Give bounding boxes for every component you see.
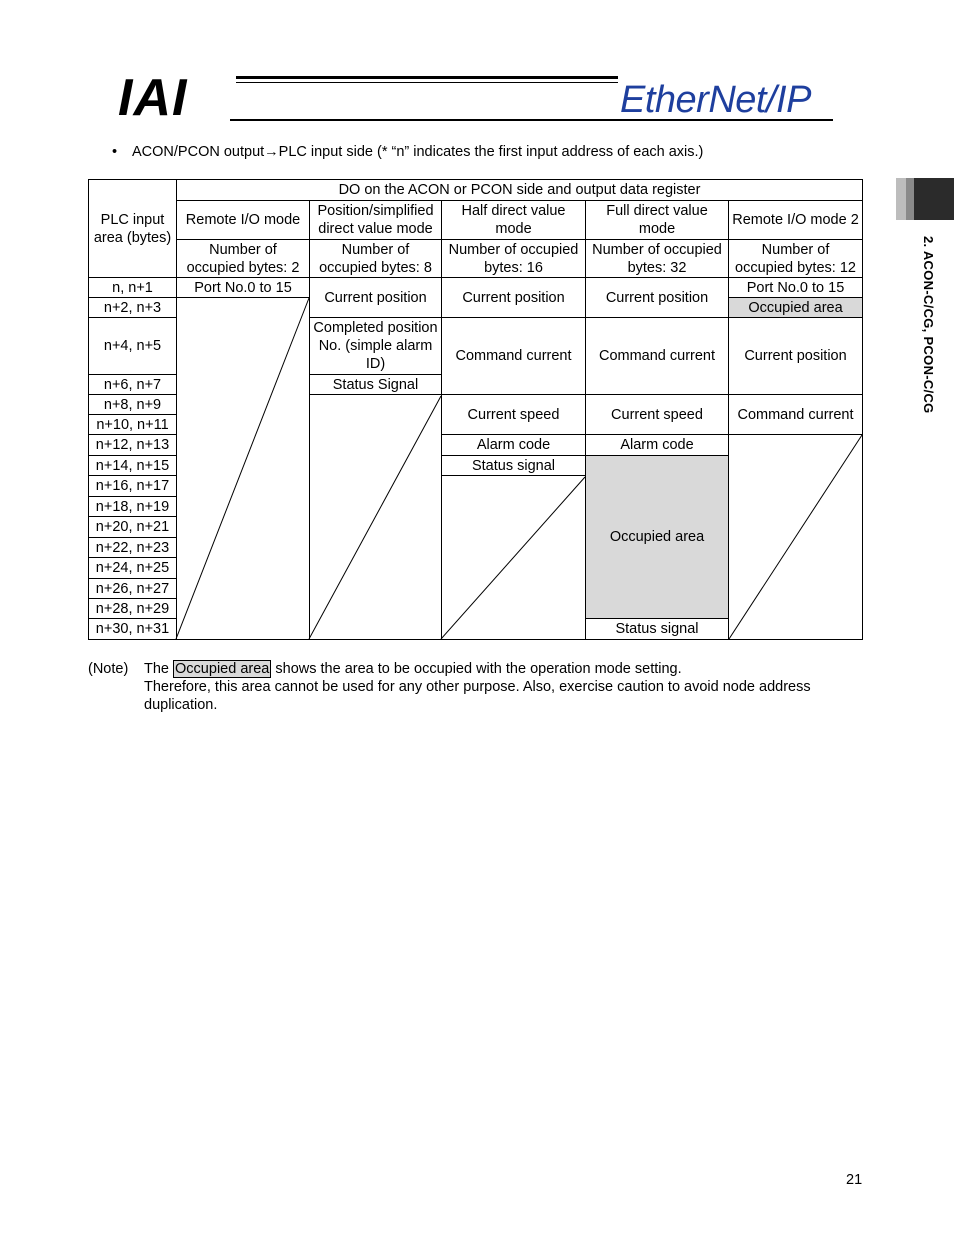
full-alarm-code-cell: Alarm code [586, 435, 729, 456]
io-mapping-table [88, 179, 863, 640]
half-unused-area [442, 476, 586, 640]
plc-address-cell: n+26, n+27 [89, 579, 177, 599]
half-current-speed-cell: Current speed [442, 395, 586, 435]
half-status-signal-cell: Status signal [442, 456, 586, 476]
pos-completed-position-cell: Completed position No. (simple alarm ID) [310, 318, 442, 375]
rio-port-cell: Port No.0 to 15 [177, 278, 310, 298]
mode-header: Position/simplified direct value mode [310, 201, 442, 240]
full-current-position-cell: Current position [586, 278, 729, 318]
plc-address-cell: n+28, n+29 [89, 599, 177, 619]
occupied-area-swatch: Occupied area [175, 661, 270, 677]
chapter-side-label: 2. ACON-C/CG, PCON-C/CG [921, 236, 936, 414]
plc-address-cell: n+4, n+5 [89, 318, 177, 375]
rio2-occupied-area-cell: Occupied area [729, 298, 863, 318]
plc-input-header: PLC input area (bytes) [89, 180, 177, 278]
note-prefix: The [144, 661, 169, 677]
do-group-header: DO on the ACON or PCON side and output data register [177, 180, 863, 201]
plc-address-cell: n+18, n+19 [89, 497, 177, 517]
note-body [144, 660, 864, 714]
full-command-current-cell: Command current [586, 318, 729, 395]
plc-address-cell: n+24, n+25 [89, 558, 177, 579]
pos-current-position-cell: Current position [310, 278, 442, 318]
note-line-2: Therefore, this area cannot be used for any other purpose. Also, exercise caution to avoid node address duplication. [144, 679, 811, 713]
rio2-command-current-cell: Command current [729, 395, 863, 435]
intro-bullet [112, 143, 703, 161]
pos-status-signal-cell: Status Signal [310, 375, 442, 395]
note-line-1-rest: shows the area to be occupied with the operation mode setting. [275, 661, 682, 677]
note-line-1 [144, 660, 864, 678]
plc-address-cell: n+10, n+11 [89, 415, 177, 435]
plc-address-cell: n+12, n+13 [89, 435, 177, 456]
half-alarm-code-cell: Alarm code [442, 435, 586, 456]
full-current-speed-cell: Current speed [586, 395, 729, 435]
mode-header: Remote I/O mode [177, 201, 310, 240]
plc-address-cell: n+2, n+3 [89, 298, 177, 318]
half-current-position-cell: Current position [442, 278, 586, 318]
rio2-unused-area [729, 435, 863, 640]
plc-address-cell: n+16, n+17 [89, 476, 177, 497]
rio-unused-area [177, 298, 310, 640]
rio2-port-cell: Port No.0 to 15 [729, 278, 863, 298]
occupied-bytes-header: Number of occupied bytes: 8 [310, 240, 442, 278]
mode-header: Remote I/O mode 2 [729, 201, 863, 240]
occupied-bytes-header: Number of occupied bytes: 16 [442, 240, 586, 278]
header-rule-thin [236, 82, 618, 83]
rio2-current-position-cell: Current position [729, 318, 863, 395]
page-number: 21 [846, 1172, 863, 1188]
plc-address-cell: n+30, n+31 [89, 619, 177, 640]
occupied-bytes-header: Number of occupied bytes: 32 [586, 240, 729, 278]
pos-unused-area [310, 395, 442, 640]
full-status-signal-cell: Status signal [586, 619, 729, 640]
bullet-dot-icon: • [112, 144, 118, 160]
header-rule [236, 76, 618, 79]
ethernet-ip-logo: EtherNet/IP [620, 79, 811, 121]
occupied-bytes-header: Number of occupied bytes: 2 [177, 240, 310, 278]
note-label: (Note) [88, 661, 129, 677]
intro-bullet-text: ACON/PCON output→PLC input side (* “n” indicates the first input address of each axis.) [132, 144, 704, 160]
iai-logo: IAI [118, 69, 188, 127]
plc-address-cell: n+22, n+23 [89, 538, 177, 558]
plc-address-cell: n+8, n+9 [89, 395, 177, 415]
occupied-bytes-header: Number of occupied bytes: 12 [729, 240, 863, 278]
plc-address-cell: n+6, n+7 [89, 375, 177, 395]
chapter-tab-marker [896, 178, 954, 220]
mode-header: Full direct value mode [586, 201, 729, 240]
mode-header: Half direct value mode [442, 201, 586, 240]
half-command-current-cell: Command current [442, 318, 586, 395]
plc-address-cell: n+14, n+15 [89, 456, 177, 476]
plc-address-cell: n+20, n+21 [89, 517, 177, 538]
full-occupied-area-cell: Occupied area [586, 456, 729, 619]
plc-address-cell: n, n+1 [89, 278, 177, 298]
